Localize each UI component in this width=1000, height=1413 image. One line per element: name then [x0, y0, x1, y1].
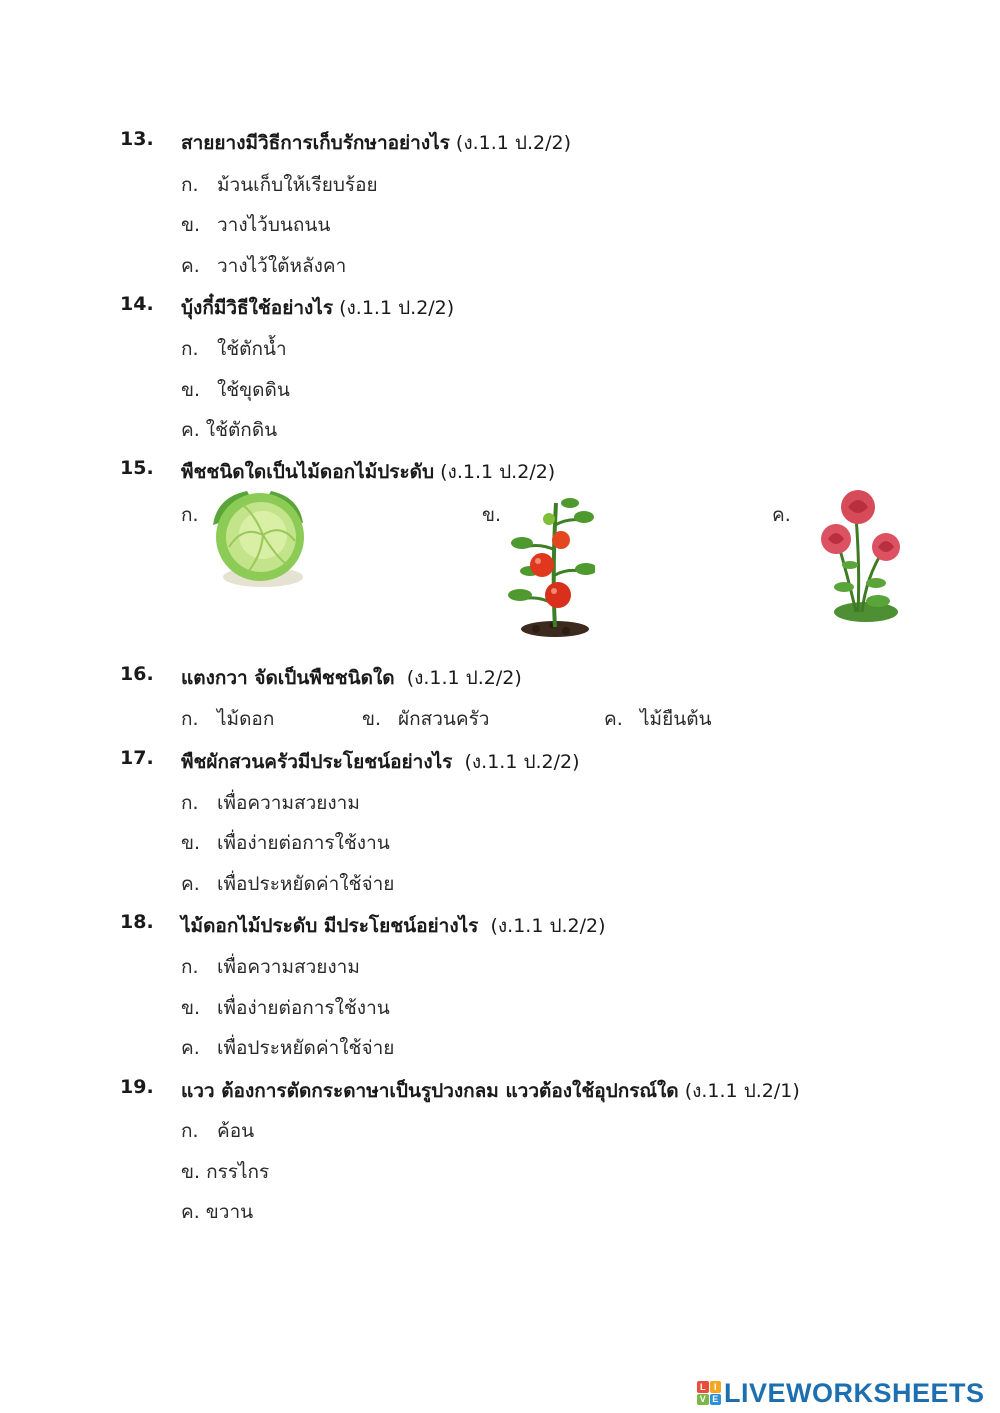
option[interactable]: ค. เพื่อประหยัดค่าใช้จ่าย	[181, 1037, 395, 1059]
question-number: 15.	[120, 457, 154, 479]
option-label[interactable]: ข.	[482, 504, 502, 526]
question-number: 18.	[120, 911, 154, 933]
option-label[interactable]: ค.	[772, 504, 791, 526]
option[interactable]: ค. เพื่อประหยัดค่าใช้จ่าย	[181, 873, 395, 895]
option[interactable]: ค. ไม้ยืนต้น	[604, 708, 712, 730]
option[interactable]: ก. ไม้ดอก	[181, 708, 275, 730]
question-text	[181, 457, 555, 487]
question-19-prompt: แวว ต้องการตัดกระดาษาเป็นรูปวงกลม แววต้องใช้อุปกรณ์ใด	[181, 1080, 679, 1102]
option[interactable]: ก. เพื่อความสวยงาม	[181, 956, 360, 978]
question-13-prompt: สายยางมีวิธีการเก็บรักษาอย่างไร	[181, 132, 450, 154]
option[interactable]: ข. ผักสวนครัว	[362, 708, 490, 730]
option[interactable]: ข. เพื่อง่ายต่อการใช้งาน	[181, 832, 390, 854]
question-text	[181, 128, 571, 158]
question-16-prompt: แตงกวา จัดเป็นพืชชนิดใด	[181, 667, 395, 689]
standard-ref: (ง.1.1 ป.2/2)	[440, 461, 556, 483]
rose-plant-image[interactable]	[818, 487, 906, 625]
option[interactable]: ค. ขวาน	[181, 1201, 254, 1223]
option[interactable]: ข. วางไว้บนถนน	[181, 214, 331, 236]
logo-text: LIVEWORKSHEETS	[724, 1377, 985, 1408]
logo-badge-icon: L I V E	[697, 1381, 721, 1405]
option[interactable]: ก. เพื่อความสวยงาม	[181, 792, 360, 814]
option[interactable]: ข. กรรไกร	[181, 1161, 270, 1183]
question-text	[181, 911, 606, 941]
standard-ref: (ง.1.1 ป.2/2)	[455, 132, 571, 154]
option[interactable]: ข. เพื่อง่ายต่อการใช้งาน	[181, 997, 390, 1019]
standard-ref: (ง.1.1 ป.2/2)	[406, 667, 522, 689]
question-15-prompt: พืชชนิดใดเป็นไม้ดอกไม้ประดับ	[181, 461, 435, 483]
question-text	[181, 293, 454, 323]
question-14-prompt: บุ้งกี๋มีวิธีใช้อย่างไร	[181, 297, 334, 319]
option[interactable]: ก. ค้อน	[181, 1120, 255, 1142]
option[interactable]: ก. ใช้ตักน้ำ	[181, 338, 287, 360]
standard-ref: (ง.1.1 ป.2/2)	[339, 297, 455, 319]
question-text	[181, 663, 522, 693]
option-label[interactable]: ก.	[181, 504, 199, 526]
option[interactable]: ข. ใช้ขุดดิน	[181, 379, 290, 401]
question-number: 17.	[120, 747, 154, 769]
standard-ref: (ง.1.1 ป.2/2)	[464, 751, 580, 773]
question-number: 16.	[120, 663, 154, 685]
question-number: 14.	[120, 293, 154, 315]
question-number: 13.	[120, 128, 154, 150]
standard-ref: (ง.1.1 ป.2/2)	[490, 915, 606, 937]
question-18-prompt: ไม้ดอกไม้ประดับ มีประโยชน์อย่างไร	[181, 915, 479, 937]
liveworksheets-logo[interactable]	[697, 1378, 985, 1408]
cabbage-image[interactable]	[203, 485, 313, 595]
option[interactable]: ค. วางไว้ใต้หลังคา	[181, 255, 347, 277]
question-17-prompt: พืชผักสวนครัวมีประโยชน์อย่างไร	[181, 751, 453, 773]
question-number: 19.	[120, 1076, 154, 1098]
standard-ref: (ง.1.1 ป.2/1)	[684, 1080, 800, 1102]
tomato-plant-image[interactable]	[500, 495, 595, 640]
question-text	[181, 747, 580, 777]
question-text	[181, 1076, 800, 1106]
option[interactable]: ก. ม้วนเก็บให้เรียบร้อย	[181, 174, 378, 196]
option[interactable]: ค. ใช้ตักดิน	[181, 419, 278, 441]
